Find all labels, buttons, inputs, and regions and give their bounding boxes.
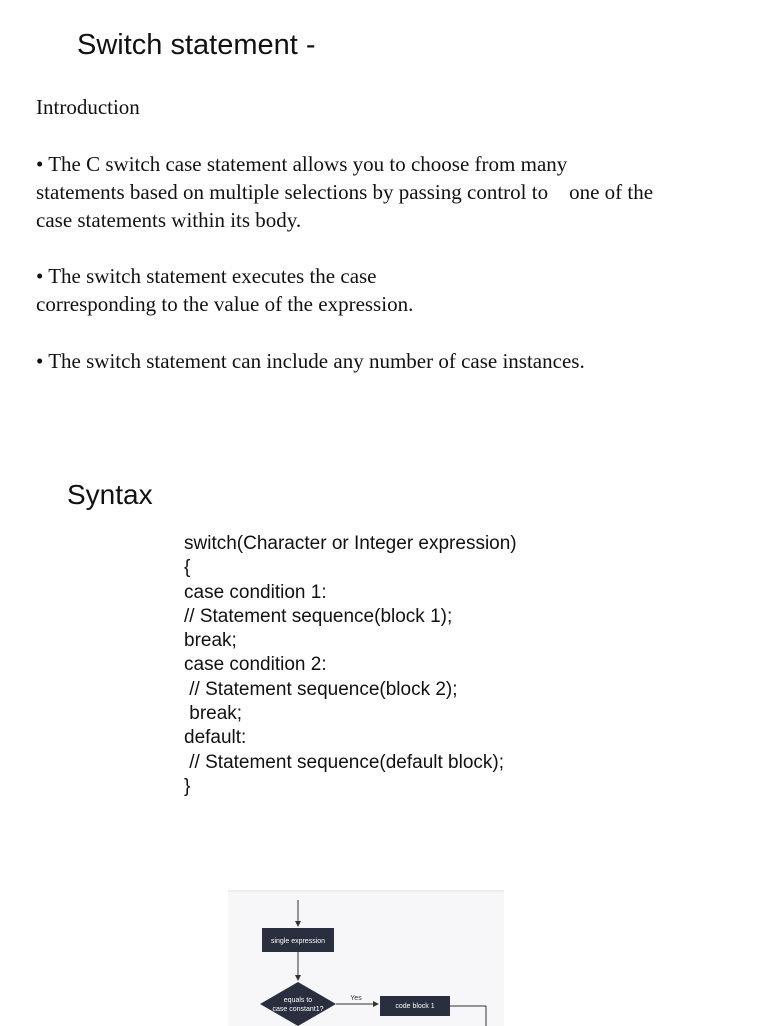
code-line: break;: [184, 630, 237, 652]
code-line: // Statement sequence(default block);: [184, 751, 505, 773]
switch-flowchart: [228, 890, 504, 1026]
code-line: }: [184, 775, 191, 797]
syntax-heading: Syntax: [67, 479, 153, 510]
decision-label-line-1: equals to: [283, 997, 313, 1004]
decision-label-line-2: case constant1?: [272, 1006, 324, 1013]
intro-heading: Introduction: [36, 95, 140, 119]
bullet-3-line-1: • The switch statement can include any number of case instances.: [36, 349, 585, 373]
bullet-1-line-1: • The C switch case statement allows you to choose from many: [36, 152, 568, 176]
code-line: // Statement sequence(block 1);: [184, 605, 453, 627]
code-line: case condition 1:: [184, 581, 327, 603]
bullet-2-line-2: corresponding to the value of the expression.: [36, 292, 414, 316]
single-expression-label: single expression: [270, 938, 326, 945]
code-line: {: [184, 557, 191, 579]
code-block: [184, 532, 517, 799]
code-line: break;: [184, 703, 243, 725]
code-line: switch(Character or Integer expression): [184, 533, 517, 554]
bullet-2-line-1: • The switch statement executes the case: [36, 264, 377, 288]
case-constant-decision: [260, 982, 336, 1026]
bullet-1-line-3: case statements within its body.: [36, 208, 302, 232]
page-title: Switch statement -: [77, 29, 316, 61]
code-line: default:: [184, 727, 247, 749]
code-block-1-label: code block 1: [395, 1003, 435, 1010]
flowchart-svg: [228, 892, 504, 1026]
code-line: case condition 2:: [184, 654, 327, 676]
code-line: // Statement sequence(block 2);: [184, 678, 458, 700]
bullet-1-line-2: statements based on multiple selections by passing control to one of the: [36, 180, 654, 204]
yes-label: Yes: [350, 995, 362, 1002]
